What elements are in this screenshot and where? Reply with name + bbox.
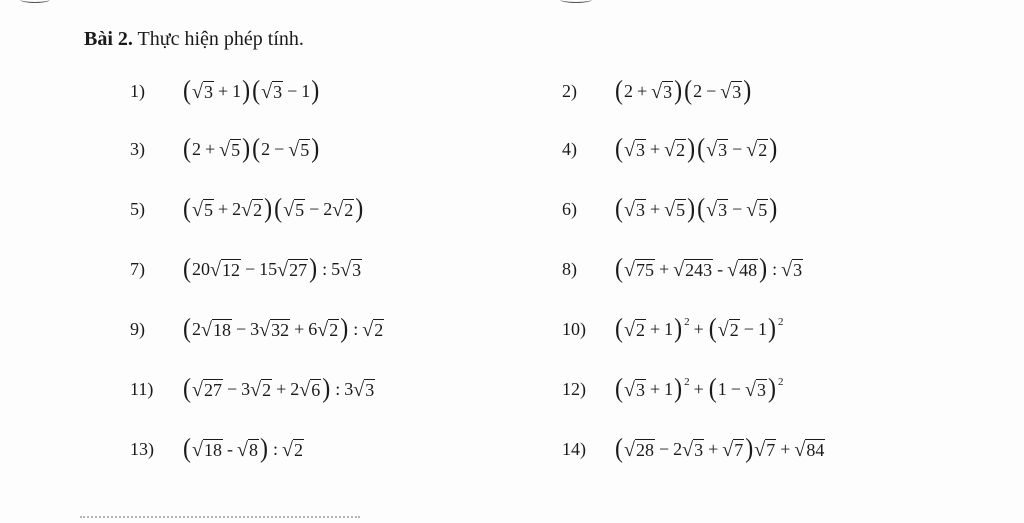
item-number: 14) bbox=[562, 439, 586, 459]
exercise-item bbox=[130, 133, 320, 164]
item-expression: ( √ 3 + 1 ) ( √ 3 − 1 ) bbox=[183, 75, 320, 106]
exercise-item bbox=[562, 75, 752, 106]
item-expression: ( √ 27 − 3 √ 2 + 2 √ 6 ) : 3 √ 3 bbox=[183, 373, 375, 404]
exercise-item bbox=[130, 253, 362, 284]
exercise-item bbox=[562, 253, 803, 284]
item-expression: ( √ 3 + √ 5 ) ( √ 3 − √ 5 ) bbox=[615, 193, 778, 224]
next-line-edge bbox=[80, 516, 360, 521]
exercise-instruction: Thực hiện phép tính. bbox=[137, 28, 304, 50]
exercise-item bbox=[130, 193, 364, 224]
exercise-title bbox=[84, 28, 304, 51]
exercise-item bbox=[562, 313, 784, 344]
item-number: 13) bbox=[130, 439, 154, 459]
exercise-item bbox=[562, 133, 778, 164]
item-number: 8) bbox=[562, 259, 577, 279]
item-expression: ( 2 0 √ 12 − 1 5 √ 27 ) : 5 √ 3 bbox=[183, 253, 362, 284]
item-expression: ( √ 18 - √ 8 ) : √ 2 bbox=[183, 433, 303, 464]
exercise-number: Bài 2. bbox=[84, 28, 133, 50]
item-expression: ( 2 + √ 5 ) ( 2 − √ 5 ) bbox=[183, 133, 320, 164]
exercise-item bbox=[130, 433, 304, 464]
item-expression: ( √ 3 + √ 2 ) ( √ 3 − √ 2 ) bbox=[615, 133, 778, 164]
item-expression: ( 2 + √ 3 ) ( 2 − √ 3 ) bbox=[615, 75, 752, 106]
item-expression: ( √ 3 + 1 ) $^2$ + ( 1 − √ 3 ) $^2$ bbox=[615, 373, 784, 404]
exercise-item bbox=[130, 373, 375, 404]
item-number: 4) bbox=[562, 139, 577, 159]
previous-page-edge bbox=[0, 0, 1024, 8]
item-number: 1) bbox=[130, 81, 145, 101]
item-number: 11) bbox=[130, 379, 154, 399]
exercise-item bbox=[562, 193, 778, 224]
item-number: 3) bbox=[130, 139, 145, 159]
exercise-item bbox=[130, 313, 384, 344]
exercise-item bbox=[562, 373, 784, 404]
exercise-item bbox=[562, 433, 825, 464]
item-number: 5) bbox=[130, 199, 145, 219]
item-expression: ( √ 28 − 2 √ 3 + √ 7 ) √ 7 + √ 84 bbox=[615, 433, 825, 464]
item-number: 7) bbox=[130, 259, 145, 279]
item-number: 9) bbox=[130, 319, 145, 339]
item-expression: ( √ 75 + √ 243 - √ 48 ) : √ 3 bbox=[615, 253, 803, 284]
item-number: 12) bbox=[562, 379, 586, 399]
item-number: 2) bbox=[562, 81, 577, 101]
item-expression: ( √ 2 + 1 ) $^2$ + ( √ 2 − 1 ) $^2$ bbox=[615, 313, 784, 344]
item-expression: ( √ 5 + 2 √ 2 ) ( √ 5 − 2 √ 2 ) bbox=[183, 193, 364, 224]
item-number: 6) bbox=[562, 199, 577, 219]
exercise-item bbox=[130, 75, 320, 106]
item-number: 10) bbox=[562, 319, 586, 339]
item-expression: ( 2 √ 18 − 3 √ 32 + 6 √ 2 ) : √ 2 bbox=[183, 313, 384, 344]
